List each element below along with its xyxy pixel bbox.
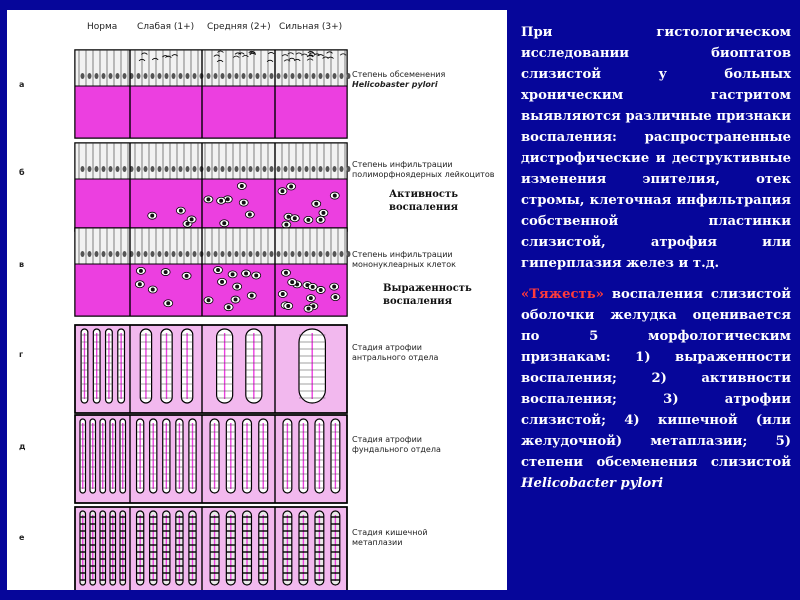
epithelial-nucleus [270, 251, 274, 257]
infiltrate-nucleus [244, 271, 248, 275]
epithelial-nucleus [333, 251, 337, 257]
infiltrate-nucleus [185, 274, 189, 278]
infiltrate-nucleus [150, 214, 154, 218]
infiltrate-nucleus [319, 288, 323, 292]
epithelial-nucleus [144, 251, 148, 257]
infiltrate-nucleus [166, 301, 170, 305]
row-letter-g: г [19, 350, 24, 359]
epithelial-nucleus [158, 166, 162, 172]
epithelial-nucleus [158, 73, 162, 79]
epithelial-nucleus [221, 251, 225, 257]
epithelial-nucleus [277, 73, 281, 79]
epithelial-nucleus [207, 251, 211, 257]
infiltrate-nucleus [240, 184, 244, 188]
infiltrate-nucleus [248, 212, 252, 216]
lamina-propria [75, 86, 347, 138]
row-label-v: Степень инфильтрации мононуклеарных клеток [352, 250, 456, 269]
infiltrate-nucleus [286, 304, 290, 308]
epithelial-nucleus [333, 73, 337, 79]
epithelial-nucleus [81, 73, 85, 79]
paragraph-inflammation-signs: При гистологическом исследовании биоптатов слизистой у больных хроническим гастритом выявляются различные признаки воспаления: распространенные дистрофические и деструктивные изменения эпителия, отек стромы, клеточная инфильтрация собственной пластинки слизистой, атрофия или гиперплазия желез и т.д. [521, 25, 791, 271]
infiltrate-nucleus [179, 209, 183, 213]
epithelial-nucleus [284, 251, 288, 257]
epithelial-nucleus [340, 73, 344, 79]
epithelial-nucleus [340, 166, 344, 172]
epithelial-nucleus [137, 73, 141, 79]
epithelial-nucleus [263, 73, 267, 79]
epithelial-nucleus [109, 251, 113, 257]
infiltrate-nucleus [311, 285, 315, 289]
epithelial-nucleus [172, 251, 176, 257]
epithelial-nucleus [193, 166, 197, 172]
epithelial-nucleus [235, 166, 239, 172]
epithelium-layer [75, 50, 347, 86]
row-letter-d: д [19, 442, 26, 451]
epithelial-nucleus [235, 73, 239, 79]
epithelial-nucleus [193, 73, 197, 79]
epithelial-nucleus [347, 166, 351, 172]
infiltrate-nucleus [207, 298, 211, 302]
epithelial-nucleus [102, 166, 106, 172]
infiltrate-nucleus [314, 202, 318, 206]
epithelial-nucleus [228, 251, 232, 257]
epithelial-nucleus [284, 73, 288, 79]
epithelial-nucleus [270, 73, 274, 79]
epithelial-nucleus [116, 73, 120, 79]
infiltrate-nucleus [242, 201, 246, 205]
column-header-norm: Норма [87, 22, 118, 32]
infiltrate-nucleus [280, 189, 284, 193]
row-label-e: Стадия кишечной метаплазии [352, 528, 428, 547]
infiltrate-nucleus [309, 296, 313, 300]
epithelial-nucleus [326, 166, 330, 172]
epithelial-nucleus [214, 73, 218, 79]
infiltrate-nucleus [231, 272, 235, 276]
column-header-severe: Сильная (3+) [279, 22, 343, 32]
epithelial-nucleus [123, 73, 127, 79]
infiltrate-nucleus [226, 197, 230, 201]
epithelial-nucleus [95, 166, 99, 172]
epithelial-nucleus [81, 166, 85, 172]
infiltrate-nucleus [138, 282, 142, 286]
epithelial-nucleus [214, 166, 218, 172]
epithelial-nucleus [270, 166, 274, 172]
epithelial-nucleus [319, 166, 323, 172]
epithelial-nucleus [298, 73, 302, 79]
infiltrate-nucleus [164, 270, 168, 274]
infiltrate-nucleus [254, 273, 258, 277]
epithelial-nucleus [291, 166, 295, 172]
infiltrate-nucleus [206, 197, 210, 201]
epithelial-nucleus [347, 251, 351, 257]
epithelial-nucleus [242, 73, 246, 79]
epithelial-nucleus [109, 166, 113, 172]
column-header-mild: Слабая (1+) [137, 22, 195, 32]
epithelial-nucleus [102, 73, 106, 79]
infiltrate-nucleus [321, 211, 325, 215]
epithelial-nucleus [151, 166, 155, 172]
epithelial-nucleus [249, 166, 253, 172]
epithelial-nucleus [312, 73, 316, 79]
infiltrate-nucleus [332, 285, 336, 289]
epithelial-nucleus [347, 73, 351, 79]
epithelial-nucleus [228, 73, 232, 79]
epithelial-nucleus [179, 251, 183, 257]
histology-figure [7, 10, 507, 590]
helicobacter-term: Helicobacter pylori [521, 476, 664, 491]
infiltrate-nucleus [289, 184, 293, 188]
epithelial-nucleus [298, 251, 302, 257]
epithelial-nucleus [144, 73, 148, 79]
infiltrate-nucleus [227, 305, 231, 309]
epithelial-nucleus [319, 73, 323, 79]
infiltrate-nucleus [250, 294, 254, 298]
infiltrate-nucleus [307, 307, 311, 311]
epithelial-nucleus [123, 251, 127, 257]
epithelial-nucleus [179, 73, 183, 79]
epithelial-nucleus [158, 251, 162, 257]
epithelial-nucleus [242, 251, 246, 257]
description-text [521, 22, 791, 504]
epithelial-nucleus [109, 73, 113, 79]
epithelial-nucleus [151, 251, 155, 257]
epithelial-nucleus [186, 251, 190, 257]
infiltrate-nucleus [216, 268, 220, 272]
epithelial-nucleus [277, 251, 281, 257]
epithelial-nucleus [277, 166, 281, 172]
epithelial-nucleus [256, 73, 260, 79]
epithelial-nucleus [235, 251, 239, 257]
epithelial-nucleus [214, 251, 218, 257]
infiltrate-nucleus [220, 280, 224, 284]
row-label-b: Степень инфильтрации полиморфноядерных лейкоцитов [352, 160, 495, 179]
infiltrate-nucleus [284, 223, 288, 227]
epithelial-nucleus [207, 166, 211, 172]
epithelial-nucleus [263, 251, 267, 257]
infiltrate-nucleus [190, 217, 194, 221]
infiltrate-nucleus [306, 218, 310, 222]
epithelial-nucleus [249, 251, 253, 257]
epithelial-nucleus [102, 251, 106, 257]
epithelial-nucleus [263, 166, 267, 172]
severity-keyword: «Тяжесть» [521, 287, 604, 302]
row-letter-v: в [19, 260, 25, 269]
paragraph-severity: «Тяжесть» воспаления слизистой оболочки желудка оценивается по 5 морфологическим признакам: 1) выраженности воспаления; 2) активности воспаления; 3) атрофии слизистой; 4) кишечной (или желудочной) метаплазии; 5) степени обсеменения слизистой Helicobacter pylori [521, 287, 791, 491]
infiltrate-nucleus [293, 216, 297, 220]
epithelial-nucleus [165, 251, 169, 257]
epithelial-nucleus [88, 166, 92, 172]
epithelial-nucleus [221, 73, 225, 79]
row-letter-b: б [19, 168, 25, 177]
epithelium-layer [75, 228, 347, 264]
activity-overlay-label: Активность воспаления [389, 189, 459, 213]
infiltrate-nucleus [235, 285, 239, 289]
infiltrate-nucleus [151, 288, 155, 292]
infiltrate-nucleus [319, 218, 323, 222]
column-header-moderate: Средняя (2+) [207, 22, 271, 32]
epithelial-nucleus [284, 166, 288, 172]
epithelial-nucleus [228, 166, 232, 172]
epithelial-nucleus [326, 251, 330, 257]
epithelial-nucleus [326, 73, 330, 79]
epithelial-nucleus [123, 166, 127, 172]
row-label-a: Степень обсеменения Helicobaster pylori [352, 70, 446, 89]
epithelial-nucleus [242, 166, 246, 172]
row-letter-e: е [19, 533, 25, 542]
epithelial-nucleus [249, 73, 253, 79]
infiltrate-nucleus [219, 199, 223, 203]
infiltrate-nucleus [284, 271, 288, 275]
epithelial-nucleus [333, 166, 337, 172]
epithelial-nucleus [81, 251, 85, 257]
row-label-g: Стадия атрофии антрального отдела [352, 343, 439, 362]
epithelial-nucleus [305, 251, 309, 257]
infiltrate-nucleus [290, 280, 294, 284]
epithelial-nucleus [256, 166, 260, 172]
epithelial-nucleus [116, 251, 120, 257]
epithelial-nucleus [95, 73, 99, 79]
epithelial-nucleus [95, 251, 99, 257]
row-label-d: Стадия атрофии фундального отдела [352, 435, 441, 454]
row-letter-a: а [19, 80, 25, 89]
epithelial-nucleus [179, 166, 183, 172]
epithelial-nucleus [151, 73, 155, 79]
epithelial-nucleus [305, 166, 309, 172]
epithelial-nucleus [165, 166, 169, 172]
epithelial-nucleus [256, 251, 260, 257]
infiltrate-nucleus [281, 292, 285, 296]
infiltrate-nucleus [234, 298, 238, 302]
epithelial-nucleus [186, 166, 190, 172]
infiltrate-nucleus [139, 269, 143, 273]
epithelial-nucleus [207, 73, 211, 79]
epithelial-nucleus [116, 166, 120, 172]
infiltrate-nucleus [222, 221, 226, 225]
epithelial-nucleus [319, 251, 323, 257]
epithelial-nucleus [165, 73, 169, 79]
epithelial-nucleus [340, 251, 344, 257]
epithelial-nucleus [298, 166, 302, 172]
epithelial-nucleus [172, 73, 176, 79]
epithelial-nucleus [312, 166, 316, 172]
epithelial-nucleus [172, 166, 176, 172]
epithelial-nucleus [221, 166, 225, 172]
epithelial-nucleus [305, 73, 309, 79]
infiltrate-nucleus [333, 295, 337, 299]
epithelial-nucleus [144, 166, 148, 172]
epithelial-nucleus [137, 166, 141, 172]
epithelial-nucleus [88, 251, 92, 257]
infiltrate-nucleus [333, 194, 337, 198]
epithelial-nucleus [193, 251, 197, 257]
epithelial-nucleus [88, 73, 92, 79]
epithelial-nucleus [186, 73, 190, 79]
epithelial-nucleus [137, 251, 141, 257]
epithelium-layer [75, 143, 347, 179]
epithelial-nucleus [312, 251, 316, 257]
epithelial-nucleus [291, 73, 295, 79]
severity-overlay-label: Выраженность воспаления [383, 283, 472, 307]
epithelial-nucleus [291, 251, 295, 257]
